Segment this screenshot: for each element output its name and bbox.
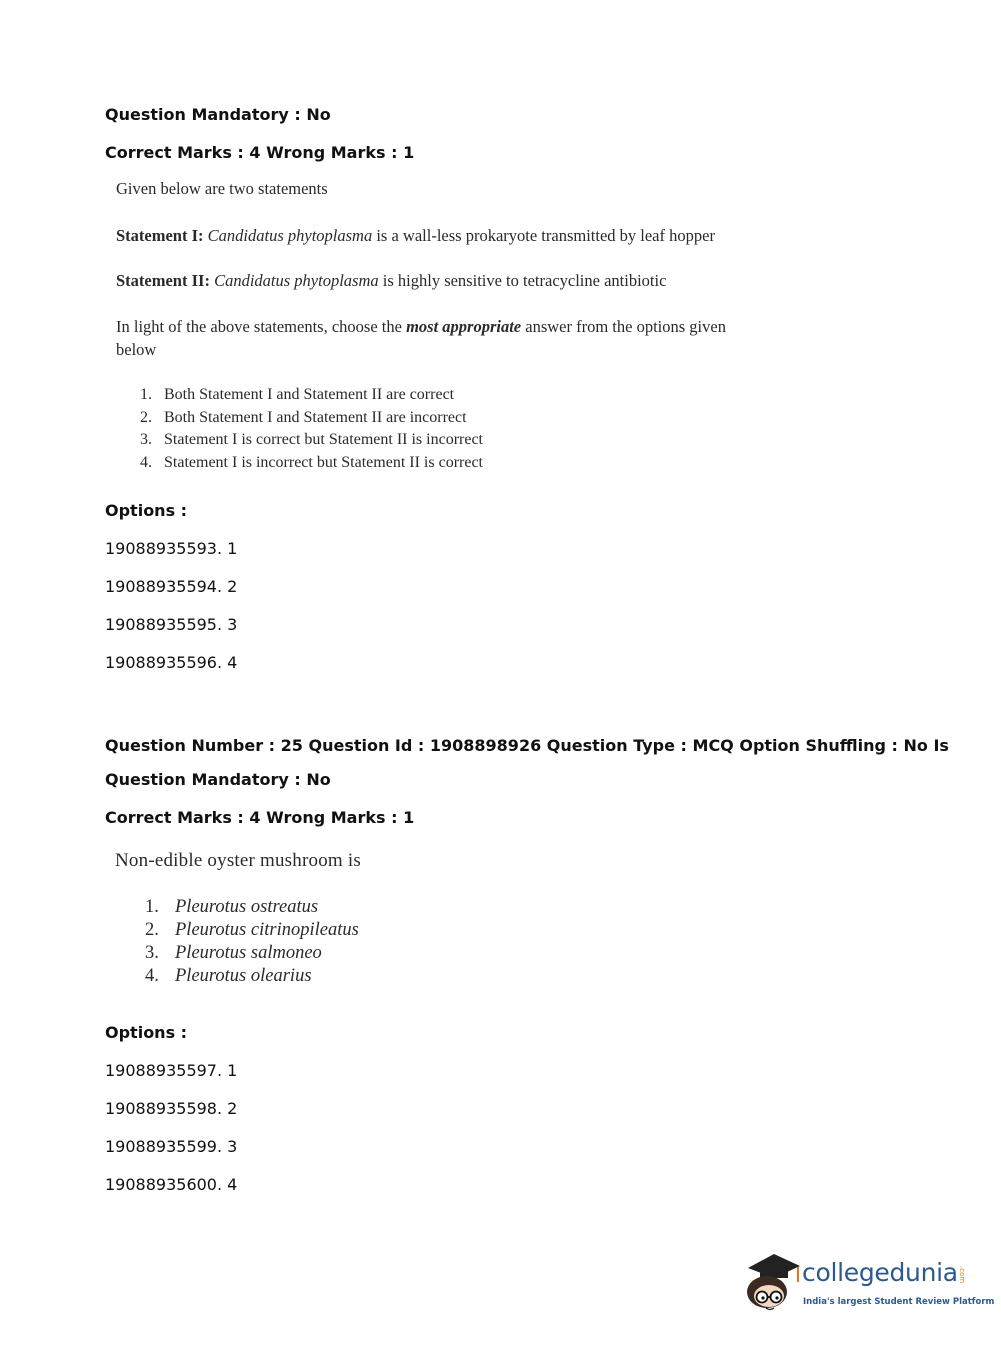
option-id: 19088935594. 2 <box>105 577 238 596</box>
statement-1 <box>116 226 715 246</box>
options-label: Options : <box>105 501 188 520</box>
list-item: 2. Both Statement I and Statement II are incorrect <box>140 409 467 426</box>
list-item: 3. Statement I is correct but Statement II is incorrect <box>140 431 483 448</box>
option-id: 19088935595. 3 <box>105 615 238 634</box>
logo-wordmark: collegedunia <box>802 1258 958 1287</box>
question-stem: Non-edible oyster mushroom is <box>115 850 361 871</box>
question-header: Question Number : 25 Question Id : 1908898926 Question Type : MCQ Option Shuffling : No Is <box>105 736 949 755</box>
list-item: 1. Both Statement I and Statement II are correct <box>140 386 455 403</box>
statement-1-label: Statement I: <box>116 226 204 245</box>
logo-tagline: India's largest Student Review Platform <box>803 1297 995 1307</box>
option-id: 19088935599. 3 <box>105 1137 238 1156</box>
logo-domain: .com <box>958 1266 966 1284</box>
question-mandatory: Question Mandatory : No <box>105 770 331 789</box>
statement-2-label: Statement II: <box>116 271 210 290</box>
question-instruction-cont: below <box>116 340 157 359</box>
mascot-icon <box>740 1250 802 1320</box>
question-intro: Given below are two statements <box>116 179 328 198</box>
options-label: Options : <box>105 1023 188 1042</box>
option-id: 19088935593. 1 <box>105 539 238 558</box>
list-item: 3. Pleurotus salmoneo <box>145 943 322 963</box>
list-item: 2. Pleurotus citrinopileatus <box>145 920 359 940</box>
statement-2-organism: Candidatus phytoplasma <box>214 271 379 290</box>
question-instruction: In light of the above statements, choose the most appropriate answer from the options given <box>116 317 726 336</box>
option-id: 19088935598. 2 <box>105 1099 238 1118</box>
question-marks: Correct Marks : 4 Wrong Marks : 1 <box>105 143 415 162</box>
list-item: 4. Statement I is incorrect but Statement II is correct <box>140 454 483 471</box>
statement-1-organism: Candidatus phytoplasma <box>207 226 373 245</box>
option-id: 19088935597. 1 <box>105 1061 238 1080</box>
statement-1-text: is a wall-less prokaryote transmitted by leaf hopper <box>372 226 715 245</box>
question-marks: Correct Marks : 4 Wrong Marks : 1 <box>105 808 415 827</box>
list-item: 1. Pleurotus ostreatus <box>145 897 319 917</box>
option-id: 19088935600. 4 <box>105 1175 238 1194</box>
option-id: 19088935596. 4 <box>105 653 238 672</box>
statement-2-text: is highly sensitive to tetracycline antibiotic <box>378 271 667 290</box>
statement-2 <box>116 271 666 291</box>
list-item: 4. Pleurotus olearius <box>145 966 312 986</box>
instruction-emphasis: most appropriate <box>406 317 522 336</box>
question-mandatory: Question Mandatory : No <box>105 105 331 124</box>
collegedunia-logo <box>740 1250 995 1320</box>
